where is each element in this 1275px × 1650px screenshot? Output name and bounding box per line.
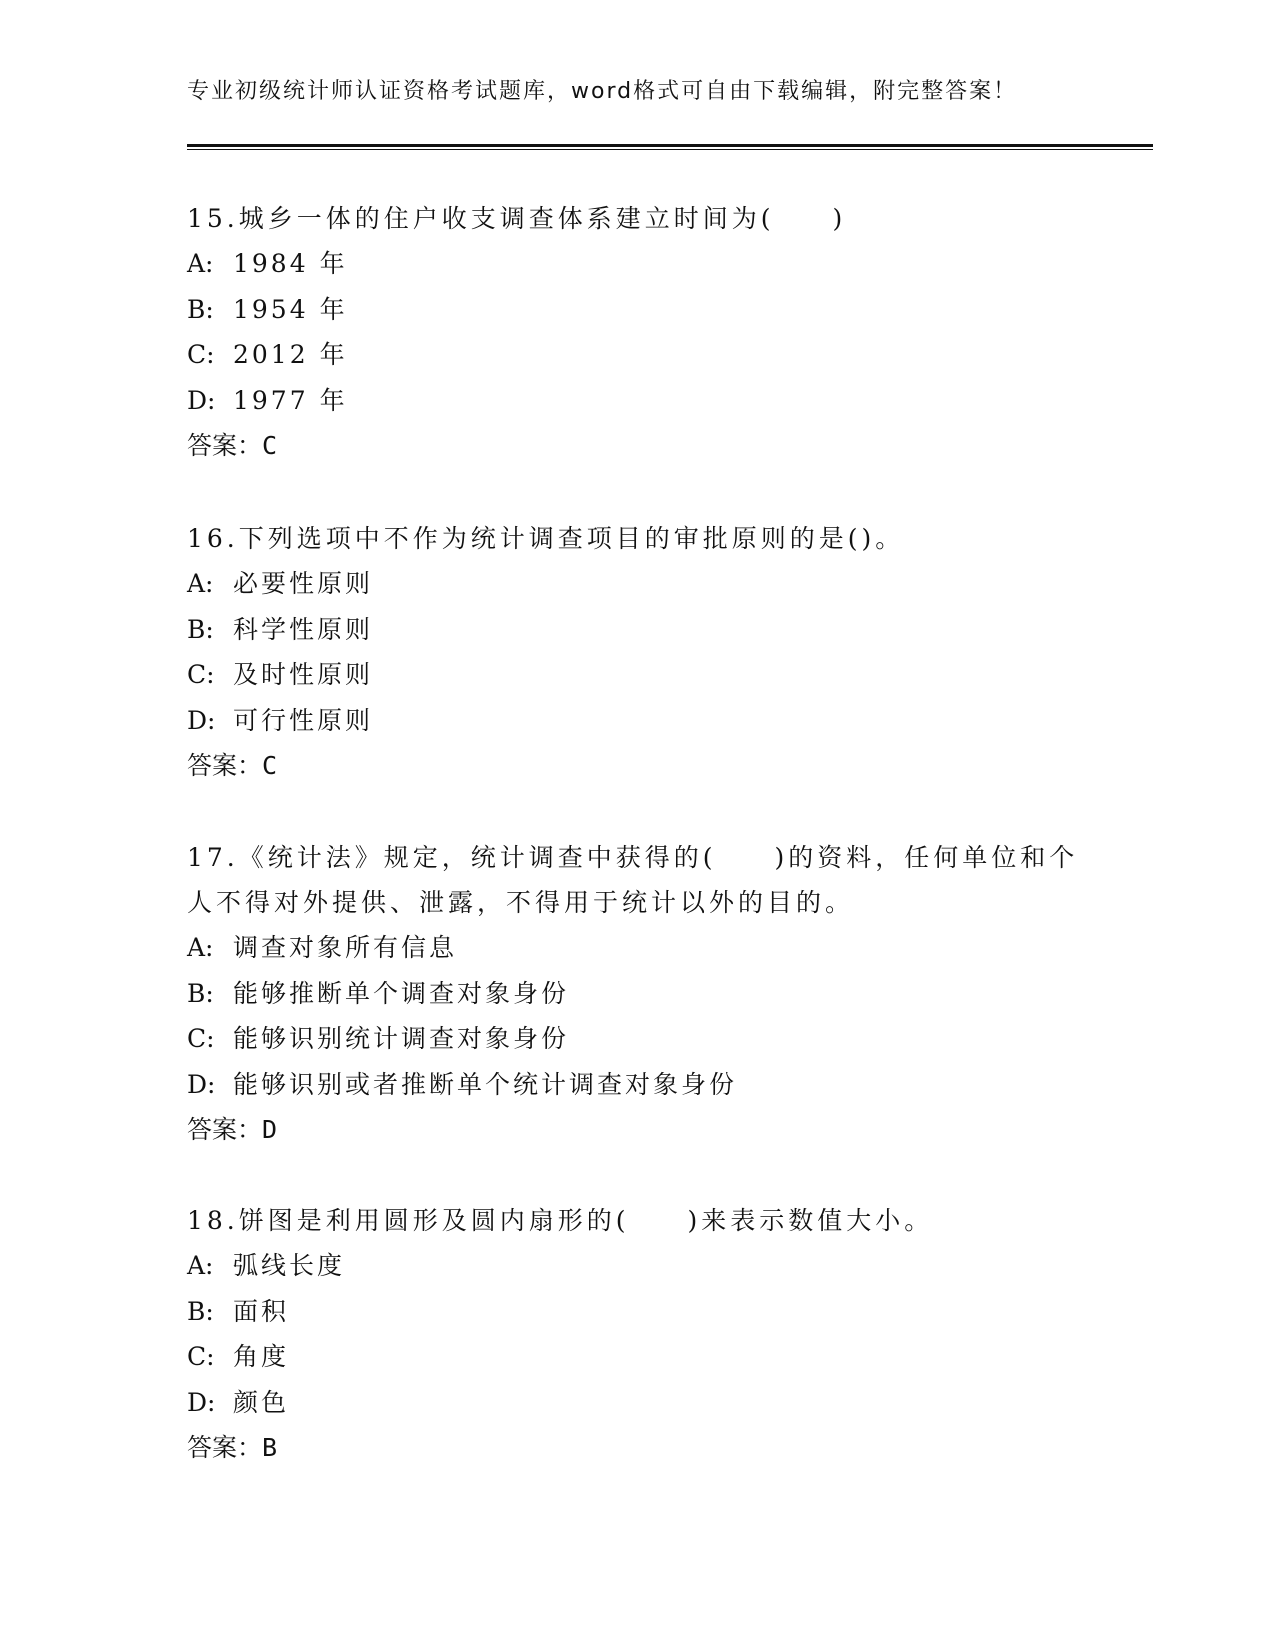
option-d (187, 378, 1087, 424)
option-text: 弧线长度 (233, 1251, 346, 1280)
option-letter: A: (187, 249, 214, 278)
option-text: 能够识别统计调查对象身份 (233, 1024, 570, 1053)
option-text: 必要性原则 (233, 569, 374, 598)
option-c (187, 652, 1087, 698)
question-17 (187, 835, 1087, 1152)
option-text: 角度 (233, 1342, 290, 1371)
option-letter: B: (187, 614, 214, 644)
option-text: 科学性原则 (233, 614, 374, 644)
option-d (187, 1380, 1087, 1426)
page-header: 专业初级统计师认证资格考试题库，word格式可自由下载编辑，附完整答案！ (187, 79, 1018, 104)
question-stem: 18.饼图是利用圆形及圆内扇形的( )来表示数值大小。 (187, 1206, 934, 1235)
option-letter: C: (187, 660, 215, 689)
option-a (187, 1243, 1087, 1289)
option-b (187, 287, 1087, 333)
option-letter: A: (187, 933, 214, 962)
option-letter: C: (187, 1342, 215, 1371)
option-letter: D: (187, 1069, 216, 1099)
question-stem: 15.城乡一体的住户收支调查体系建立时间为( ) (187, 204, 847, 233)
answer-line: 答案：C (187, 431, 278, 460)
option-text: 可行性原则 (233, 705, 374, 735)
option-letter: C: (187, 340, 215, 369)
option-letter: B: (187, 978, 214, 1008)
option-c (187, 1334, 1087, 1380)
option-b (187, 1289, 1087, 1335)
header-divider (187, 144, 1153, 150)
option-c (187, 332, 1087, 378)
option-text: 能够识别或者推断单个统计调查对象身份 (233, 1069, 738, 1099)
option-letter: D: (187, 1387, 216, 1417)
option-a (187, 561, 1087, 607)
answer-line: 答案：D (187, 1115, 278, 1144)
option-d (187, 698, 1087, 744)
option-b (187, 971, 1087, 1017)
option-a (187, 241, 1087, 287)
question-stem: 17.《统计法》规定，统计调查中获得的( )的资料，任何单位和个 (187, 843, 1079, 872)
question-18 (187, 1198, 1087, 1470)
option-letter: D: (187, 705, 216, 735)
option-text: 及时性原则 (233, 660, 374, 689)
option-b (187, 607, 1087, 653)
option-letter: B: (187, 294, 214, 324)
option-letter: B: (187, 1296, 214, 1326)
question-stem-continued: 人不得对外提供、泄露，不得用于统计以外的目的。 (187, 888, 855, 917)
option-c (187, 1016, 1087, 1062)
option-text: 1984 年 (233, 249, 348, 278)
option-d (187, 1062, 1087, 1108)
option-letter: A: (187, 569, 214, 598)
option-text: 颜色 (233, 1387, 290, 1417)
question-15 (187, 196, 1087, 468)
question-stem: 16.下列选项中不作为统计调查项目的审批原则的是()。 (187, 524, 905, 553)
question-16 (187, 516, 1087, 788)
answer-line: 答案：B (187, 1433, 278, 1462)
option-text: 1977 年 (233, 385, 348, 415)
option-text: 调查对象所有信息 (233, 933, 458, 962)
option-letter: C: (187, 1024, 215, 1053)
option-text: 能够推断单个调查对象身份 (233, 978, 570, 1008)
answer-line: 答案：C (187, 751, 278, 780)
option-text: 1954 年 (233, 294, 348, 324)
option-letter: D: (187, 385, 216, 415)
option-text: 2012 年 (233, 340, 348, 369)
option-text: 面积 (233, 1296, 290, 1326)
option-a (187, 925, 1087, 971)
option-letter: A: (187, 1251, 214, 1280)
